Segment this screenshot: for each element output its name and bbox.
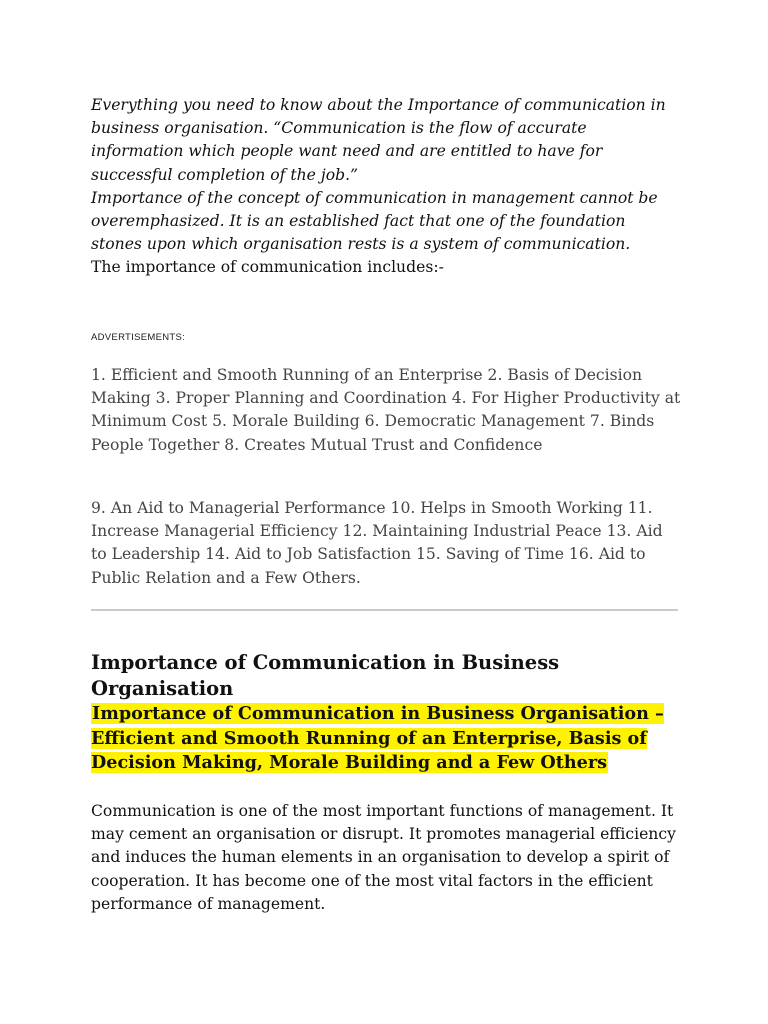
section-divider [91, 609, 678, 611]
section-heading: Importance of Communication in Business Organisation [91, 651, 560, 700]
section-body: Communication is one of the most important functions of management. It may cement an organisation or disrupt. It promotes managerial efficiency and induces the human elements in an organisation to develop a spirit of cooperation. It has become one of the most vital factors in the efficient performance of management. [91, 802, 676, 913]
intro-importance: Importance of the concept of communication in management cannot be overemphasized. It is an established fact that one of the foundation stones upon which organisation rests is a system of communication. [91, 188, 658, 254]
document-page [91, 94, 681, 913]
advertisements-label: ADVERTISEMENTS: [91, 332, 186, 343]
highlighted-subheading [91, 702, 691, 776]
subheading-highlight: Importance of Communication in Business Organisation – Efficient and Smooth Running of an Enterprise, Basis of Decision Making, Morale Building and a Few Others [91, 703, 664, 773]
intro-quote: Everything you need to know about the Importance of communication in business organisation. “Communication is the flow of accurate information which people want need and are entitled to have for successful completion of the job.” [91, 96, 666, 184]
importance-list-part-1: 1. Efficient and Smooth Running of an Enterprise 2. Basis of Decision Making 3. Proper Planning and Coordination 4. For Higher Productivity at Minimum Cost 5. Morale Building 6. Democratic Management 7. Binds People Together 8. Creates Mutual Trust and Confidence [91, 366, 681, 454]
importance-list-part-2: 9. An Aid to Managerial Performance 10. Helps in Smooth Working 11. Increase Managerial Efficiency 12. Maintaining Industrial Peace 13. Aid to Leadership 14. Aid to Job Satisfaction 15. Saving of Time 16. Aid to Public Relation and a Few Others. [91, 499, 663, 587]
intro-lead-in: The importance of communication includes:- [91, 258, 444, 277]
